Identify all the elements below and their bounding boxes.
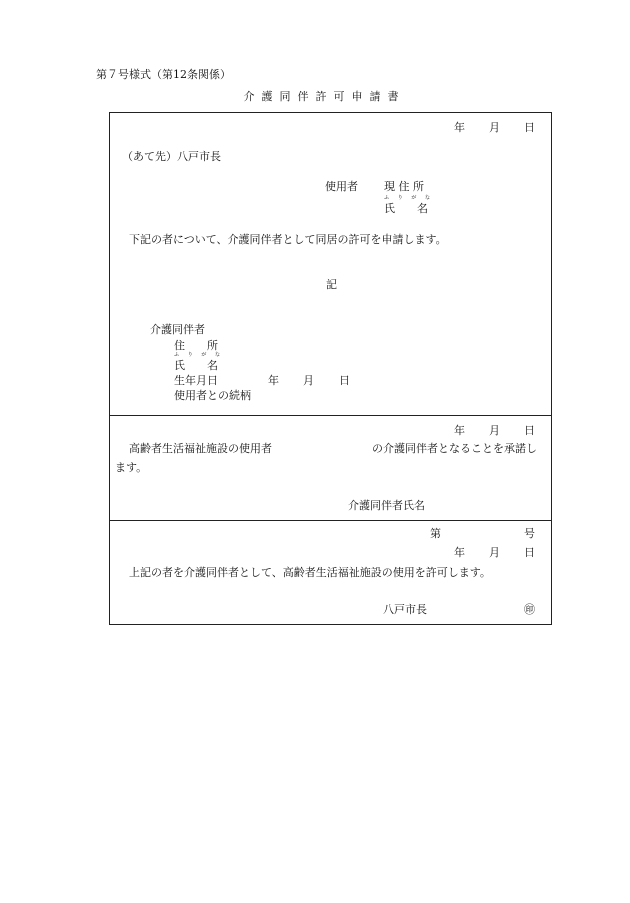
birth-year-label: 年	[268, 374, 279, 387]
form-number: 第７号様式（第12条関係）	[96, 68, 231, 81]
form-title	[240, 91, 402, 102]
section-divider-2	[110, 520, 551, 521]
furigana-char: な	[214, 352, 220, 358]
applicant-furigana	[384, 196, 430, 201]
furigana-char: り	[397, 195, 403, 201]
permit-date-month-label: 月	[489, 546, 500, 559]
consent-text-part1: 高齢者生活福祉施設の使用者	[129, 442, 272, 455]
companion-address-label: 住 所	[174, 339, 218, 352]
consent-date-year-label: 年	[454, 424, 465, 437]
section-divider-1	[110, 415, 551, 416]
consent-text-part2: の介護同伴者となることを承諾し	[372, 442, 537, 455]
birthdate-label: 生年月日	[174, 374, 218, 387]
consent-date-day-label: 日	[524, 424, 535, 437]
permit-number-prefix: 第	[430, 527, 441, 540]
companion-name-label: 氏 名	[174, 359, 218, 372]
application-statement: 下記の者について、介護同伴者として同居の許可を申請します。	[129, 233, 447, 246]
consent-text-part3: ます。	[115, 461, 148, 474]
furigana-char: が	[411, 195, 417, 201]
mayor-label: 八戸市長	[383, 603, 427, 616]
permission-statement: 上記の者を介護同伴者として、高齢者生活福祉施設の使用を許可します。	[129, 566, 491, 579]
furigana-char: な	[424, 195, 430, 201]
title-char: 同	[279, 90, 291, 103]
date-day-label: 日	[524, 121, 535, 134]
companion-heading: 介護同伴者	[150, 323, 205, 336]
title-char: 可	[333, 90, 345, 103]
permit-number-suffix: 号	[524, 527, 535, 540]
title-char: 護	[261, 90, 273, 103]
ki-label: 記	[326, 278, 337, 291]
birth-month-label: 月	[303, 374, 314, 387]
title-char: 請	[369, 90, 381, 103]
title-char: 伴	[297, 90, 309, 103]
addressee: （あて先）八戸市長	[122, 150, 221, 163]
companion-furigana	[174, 353, 220, 358]
birth-day-label: 日	[339, 374, 350, 387]
title-char: 書	[387, 90, 399, 103]
permit-date-day-label: 日	[524, 546, 535, 559]
furigana-char: が	[201, 352, 207, 358]
date-year-label: 年	[454, 121, 465, 134]
seal-mark: ㊞	[524, 603, 535, 616]
furigana-char: ふ	[384, 195, 390, 201]
applicant-name-label: 氏 名	[384, 202, 428, 215]
permit-date-year-label: 年	[454, 546, 465, 559]
title-char: 申	[351, 90, 363, 103]
relation-label: 使用者との続柄	[174, 389, 251, 402]
consent-date-month-label: 月	[489, 424, 500, 437]
title-char: 介	[243, 90, 255, 103]
title-char: 許	[315, 90, 327, 103]
companion-signature-label: 介護同伴者氏名	[348, 499, 425, 512]
date-month-label: 月	[489, 121, 500, 134]
applicant-label: 使用者	[325, 180, 358, 193]
furigana-char: り	[187, 352, 193, 358]
furigana-char: ふ	[174, 352, 180, 358]
applicant-address-label: 現 住 所	[384, 180, 424, 193]
